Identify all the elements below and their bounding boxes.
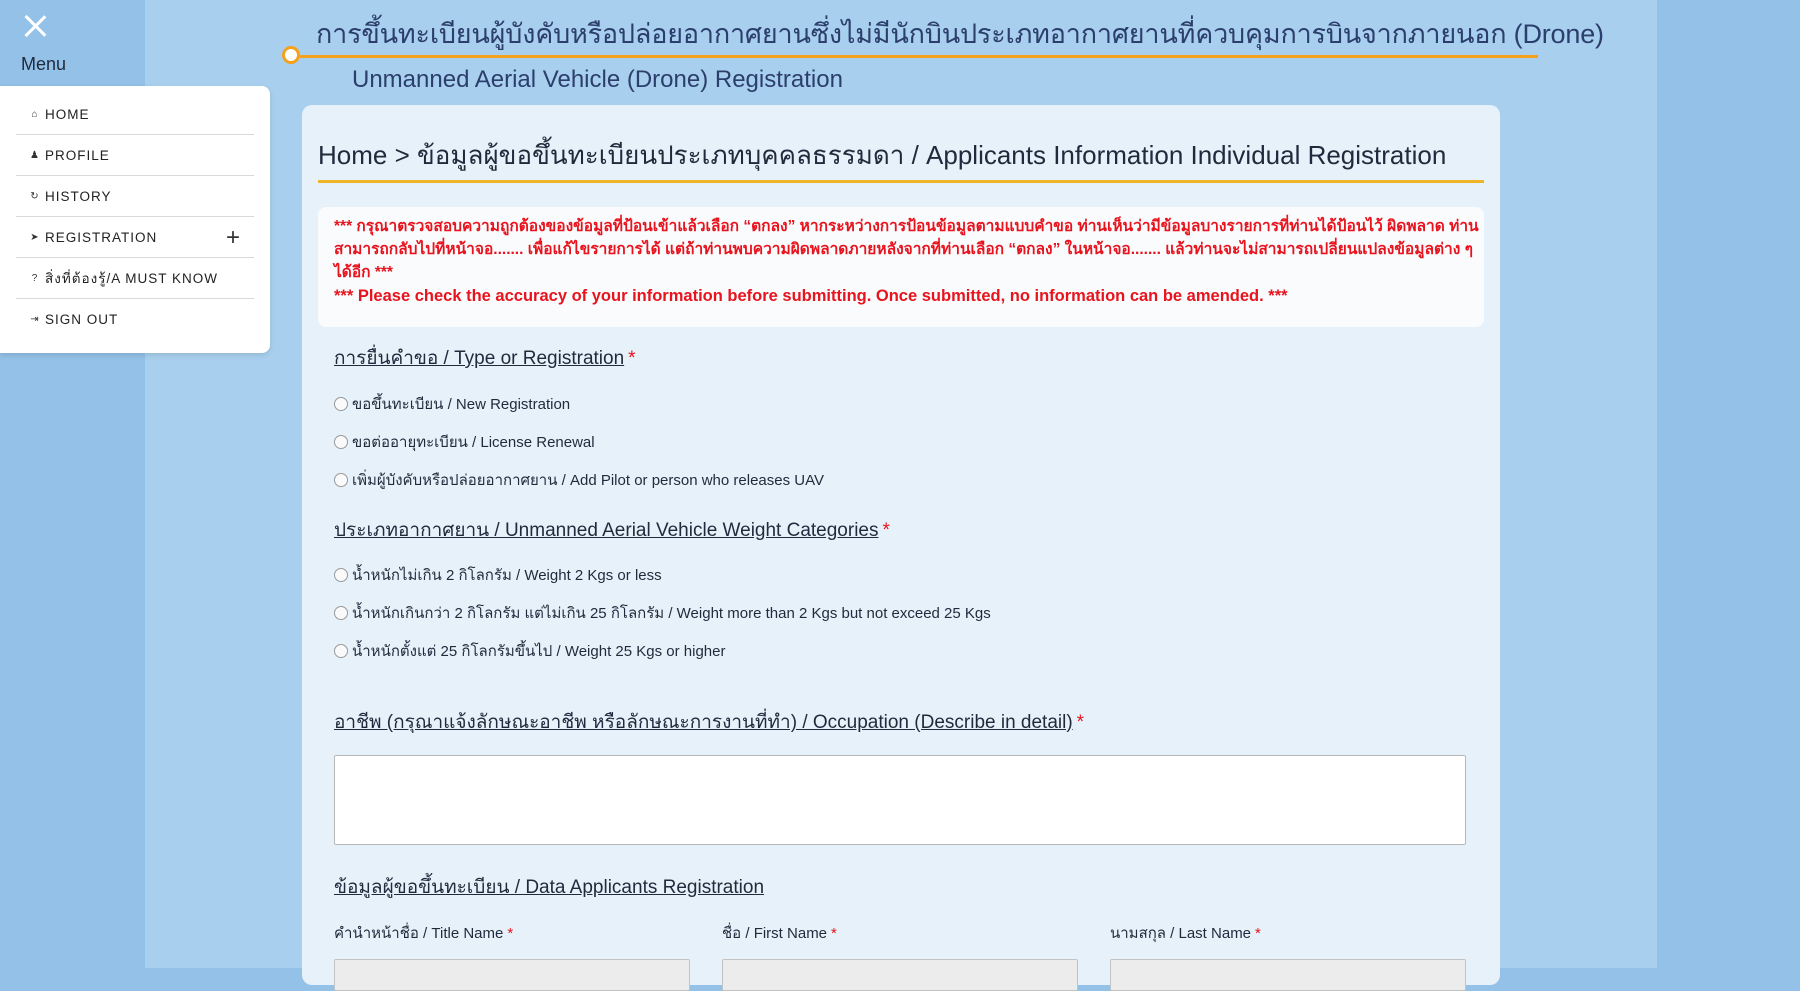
title-name-select[interactable] (334, 959, 690, 991)
weight-category-heading (334, 515, 890, 545)
expand-plus-icon[interactable]: + (225, 224, 240, 251)
home-icon: ⌂ (31, 108, 39, 120)
radio-new-registration[interactable] (334, 392, 570, 416)
registration-type-heading-text: การยื่นคำขอ / Type or Registration (334, 348, 625, 369)
radio-circle-icon[interactable] (334, 644, 348, 658)
last-name-input[interactable] (1110, 959, 1466, 991)
menu-item-label: HISTORY (45, 188, 112, 204)
first-name-label (722, 921, 837, 945)
radio-label: น้ำหนักไม่เกิน 2 กิโลกรัม / Weight 2 Kgs or less (352, 567, 662, 584)
occupation-textarea[interactable] (334, 755, 1466, 845)
required-marker: * (1255, 925, 1261, 942)
breadcrumb: Home > ข้อมูลผู้ขอขึ้นทะเบียนประเภทบุคคลธรรมดา / Applicants Information Individual Registration (318, 140, 1447, 170)
radio-weight-2-to-25kg[interactable] (334, 601, 991, 625)
registration-type-heading (334, 343, 636, 373)
radio-add-pilot[interactable] (334, 468, 824, 492)
last-name-label (1110, 921, 1261, 945)
applicant-data-heading-text: ข้อมูลผู้ขอขึ้นทะเบียน / Data Applicants Registration (334, 877, 765, 898)
radio-circle-icon[interactable] (334, 568, 348, 582)
occupation-heading-text: อาชีพ (กรุณาแจ้งลักษณะอาชีพ หรือลักษณะการงานที่ทำ) / Occupation (Describe in detail) (334, 712, 1073, 733)
menu-item-sign-out[interactable] (16, 299, 254, 339)
radio-weight-under-2kg[interactable] (334, 563, 662, 587)
field-label-text: ชื่อ / First Name (722, 925, 828, 942)
radio-label: เพิ่มผู้บังคับหรือปล่อยอากาศยาน / Add Pilot or person who releases UAV (352, 472, 825, 489)
warning-text-en: *** Please check the accuracy of your information before submitting. Once submitted, no information can be amended. *** (334, 287, 1288, 305)
radio-weight-over-25kg[interactable] (334, 639, 725, 663)
menu-item-home[interactable] (16, 94, 254, 135)
history-icon: ↻ (30, 190, 40, 202)
field-label-text: คำนำหน้าชื่อ / Title Name (334, 925, 504, 942)
radio-label: ขอต่ออายุทะเบียน / License Renewal (352, 434, 595, 451)
sign-out-icon: ⇥ (30, 313, 40, 325)
menu-item-label: PROFILE (45, 147, 110, 163)
warning-text-th: *** กรุณาตรวจสอบความถูกต้องของข้อมูลที่ป้อนเข้าแล้วเลือก “ตกลง” หากระหว่างการป้อนข้อมูลตามแบบคำขอ ท่านเห็นว่ามีข้อมูลบางรายการที่ท่านได้ป้อนไว้ ผิดพลาด ท่านสามารถกลับไปที่หน้าจอ....... เพื่อแก้ไขรายการได้ แต่ถ้าท่านพบความผิดพลาดภายหลังจากที่ท่านเลือก “ตกลง” ในหน้าจอ....... แล้วท่านจะไม่สามารถเปลี่ยนแปลงข้อมูลต่าง ๆ ได้อีก *** (334, 218, 1479, 281)
send-icon: ➤ (30, 231, 40, 243)
menu-item-label: REGISTRATION (45, 229, 158, 245)
breadcrumb-divider (318, 180, 1484, 183)
field-label-text: นามสกุล / Last Name (1110, 925, 1252, 942)
header-dot-icon (282, 46, 300, 64)
required-marker: * (831, 925, 837, 942)
menu-item-label: สิ่งที่ต้องรู้/A MUST KNOW (45, 271, 218, 286)
menu-toggle-button[interactable] (0, 0, 86, 86)
title-name-label (334, 921, 513, 945)
required-marker: * (507, 925, 514, 942)
radio-circle-icon[interactable] (334, 397, 348, 411)
required-marker: * (628, 348, 636, 369)
header-divider (292, 55, 1538, 58)
menu-item-history[interactable] (16, 176, 254, 217)
weight-category-heading-text: ประเภทอากาศยาน / Unmanned Aerial Vehicle Weight Categories (334, 520, 879, 541)
radio-label: ขอขึ้นทะเบียน / New Registration (352, 396, 571, 413)
applicant-data-heading (334, 872, 764, 902)
required-marker: * (1076, 712, 1085, 733)
radio-label: น้ำหนักเกินกว่า 2 กิโลกรัม แต่ไม่เกิน 25 กิโลกรัม / Weight more than 2 Kgs but not exceed 25 Kgs (352, 605, 991, 622)
warning-notice (318, 207, 1484, 327)
radio-circle-icon[interactable] (334, 435, 348, 449)
side-menu (0, 86, 270, 353)
first-name-input[interactable] (722, 959, 1078, 991)
close-icon (23, 14, 47, 38)
radio-circle-icon[interactable] (334, 606, 348, 620)
registration-form-card (302, 105, 1500, 985)
menu-item-must-know[interactable] (16, 258, 254, 299)
radio-label: น้ำหนักตั้งแต่ 25 กิโลกรัมขึ้นไป / Weight 25 Kgs or higher (352, 643, 726, 660)
menu-item-label: HOME (45, 106, 90, 122)
question-icon: ? (31, 272, 39, 284)
page-header-title: การขึ้นทะเบียนผู้บังคับหรือปล่อยอากาศยานซึ่งไม่มีนักบินประเภทอากาศยานที่ควบคุมการบินจากภายนอก (Drone) (316, 19, 1604, 49)
menu-item-profile[interactable] (16, 135, 254, 176)
menu-item-label: SIGN OUT (45, 311, 119, 327)
occupation-heading (334, 707, 1084, 737)
required-marker: * (882, 520, 890, 541)
page-header-subtitle: Unmanned Aerial Vehicle (Drone) Registration (352, 66, 843, 93)
radio-circle-icon[interactable] (334, 473, 348, 487)
menu-item-registration[interactable] (16, 217, 254, 258)
radio-license-renewal[interactable] (334, 430, 595, 454)
menu-toggle-label: Menu (21, 54, 67, 74)
user-icon: ♟ (30, 149, 40, 161)
